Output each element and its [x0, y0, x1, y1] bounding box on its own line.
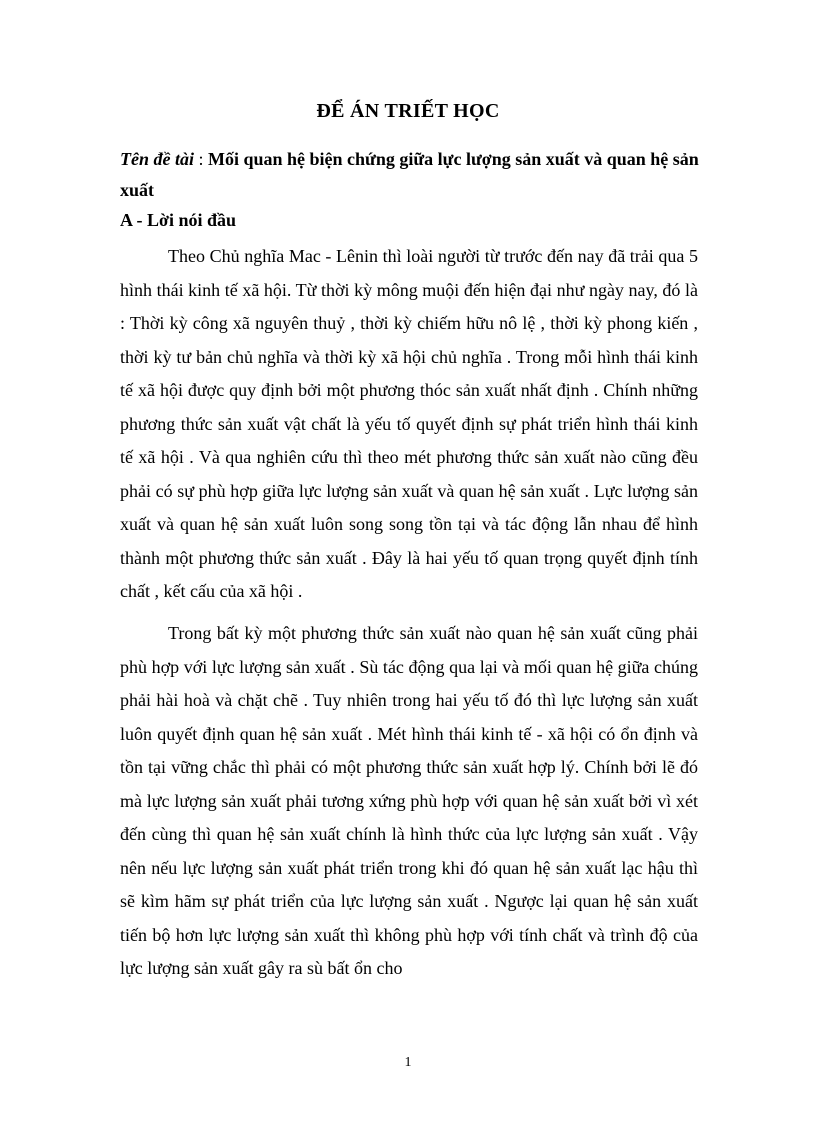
topic-label: Tên đề tài	[120, 149, 194, 169]
topic-separator: :	[194, 149, 209, 169]
topic-text: Mối quan hệ biện chứng giữa lực lượng sản xuất và quan hệ sản xuất	[120, 149, 699, 200]
document-title: ĐỂ ÁN TRIẾT HỌC	[316, 100, 500, 122]
section-heading: A - Lời nói đầu	[120, 210, 237, 230]
paragraph-intro-1: Theo Chủ nghĩa Mac - Lênin thì loài người từ trước đến nay đã trải qua 5 hình thái kinh tế xã hội. Từ thời kỳ mông muội đến hiện đại như ngày nay, đó là : Thời kỳ công xã nguyên thuỷ , thời kỳ chiếm hữu nô lệ , thời kỳ phong kiến , thời kỳ tư bản chủ nghĩa và thời kỳ xã hội chủ nghĩa . Trong mỗi hình thái kinh tế xã hội được quy định bởi một phương thóc sản xuất nhất định . Chính những phương thức sản xuất vật chất là yếu tố quyết định sự phát triển hình thái kinh tế xã hội . Và qua nghiên cứu thì theo mét phương thức sản xuất nào cũng đều phải có sự phù hợp giữa lực lượng sản xuất và quan hệ sản xuất . Lực lượng sản xuất và quan hệ sản xuất luôn song song tồn tại và tác động lẫn nhau để hình thành một phương thức sản xuất . Đây là hai yếu tố quan trọng quyết định tính chất , kết cấu của xã hội .	[120, 246, 698, 601]
paragraph-intro-2: Trong bất kỳ một phương thức sản xuất nào quan hệ sản xuất cũng phải phù hợp với lực lượng sản xuất . Sù tác động qua lại và mối quan hệ giữa chúng phải hài hoà và chặt chẽ . Tuy nhiên trong hai yếu tố đó thì lực lượng sản xuất luôn quyết định quan hệ sản xuất . Mét hình thái kinh tế - xã hội có ổn định và tồn tại vững chắc thì phải có một phương thức sản xuất hợp lý. Chính bởi lẽ đó mà lực lượng sản xuất phải tương xứng phù hợp với quan hệ sản xuất bởi vì xét đến cùng thì quan hệ sản xuất chính là hình thức của lực lượng sản xuất . Vậy nên nếu lực lượng sản xuất phát triển trong khi đó quan hệ sản xuất lạc hậu thì sẽ kìm hãm sự phát triển của lực lượng sản xuất . Ngược lại quan hệ sản xuất tiến bộ hơn lực lượng sản xuất thì không phù hợp với tính chất và trình độ của lực lượng sản xuất gây ra sù bất ổn cho	[120, 623, 698, 978]
page-number: 1	[404, 1055, 412, 1070]
topic-line	[120, 144, 700, 206]
